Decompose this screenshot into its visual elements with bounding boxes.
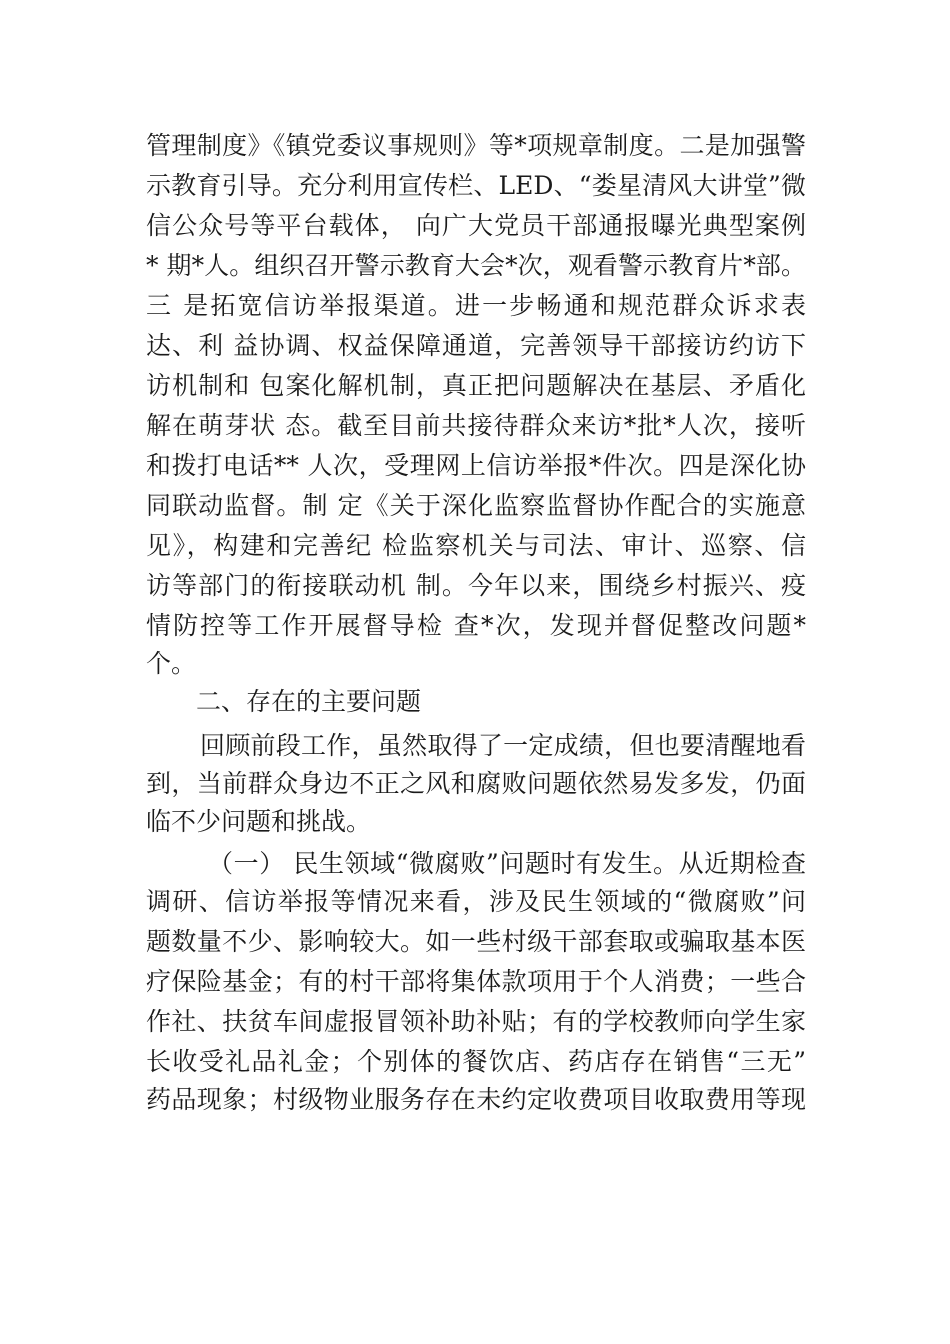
body-line: 回顾前段工作，虽然取得了一定成绩，但也要清醒地看 (200, 731, 806, 760)
body-line: 达、利 益协调、权益保障通道，完善领导干部接访约访下 (146, 331, 806, 360)
body-line: 和拨打电话** 人次，受理网上信访举报*件次。四是深化协 (146, 451, 806, 480)
body-line: 个。 (146, 649, 197, 678)
body-line: 示教育引导。充分利用宣传栏、LED、“娄星清风大讲堂”微 (146, 171, 806, 200)
body-line: 临不少问题和挑战。 (146, 807, 372, 836)
body-line: 药品现象；村级物业服务存在未约定收费项目收取费用等现 (146, 1085, 806, 1114)
subsection-line: （一） 民生领域“微腐败”问题时有发生。从近期检查 (208, 849, 806, 878)
body-line: 疗保险基金；有的村干部将集体款项用于个人消费；一些合 (146, 967, 806, 996)
body-line: 访机制和 包案化解机制，真正把问题解决在基层、矛盾化 (146, 371, 806, 400)
body-line: 到，当前群众身边不正之风和腐败问题依然易发多发，仍面 (146, 769, 806, 798)
body-line: 见》，构建和完善纪 检监察机关与司法、审计、巡察、信 (146, 531, 806, 560)
body-line: * 期*人。组织召开警示教育大会*次，观看警示教育片*部。 (146, 251, 806, 280)
body-line: 作社、扶贫车间虚报冒领补助补贴；有的学校教师向学生家 (146, 1007, 806, 1036)
body-line: 情防控等工作开展督导检 查*次，发现并督促整改问题* (146, 611, 806, 640)
body-line: 管理制度》《镇党委议事规则》等*项规章制度。二是加强警 (146, 131, 806, 160)
body-line: 解在萌芽状 态。截至目前共接待群众来访*批*人次，接听 (146, 411, 806, 440)
section-heading: 二、存在的主要问题 (196, 687, 422, 716)
body-line: 调研、信访举报等情况来看，涉及民生领域的“微腐败”问 (146, 887, 806, 916)
body-line: 同联动监督。制 定《关于深化监察监督协作配合的实施意 (146, 491, 806, 520)
body-line: 信公众号等平台载体， 向广大党员干部通报曝光典型案例 (146, 211, 806, 240)
body-line: 题数量不少、影响较大。如一些村级干部套取或骗取基本医 (146, 927, 806, 956)
body-line: 三 是拓宽信访举报渠道。进一步畅通和规范群众诉求表 (146, 291, 806, 320)
body-line: 访等部门的衔接联动机 制。今年以来，围绕乡村振兴、疫 (146, 571, 806, 600)
body-line: 长收受礼品礼金；个别体的餐饮店、药店存在销售“三无” (146, 1047, 806, 1076)
